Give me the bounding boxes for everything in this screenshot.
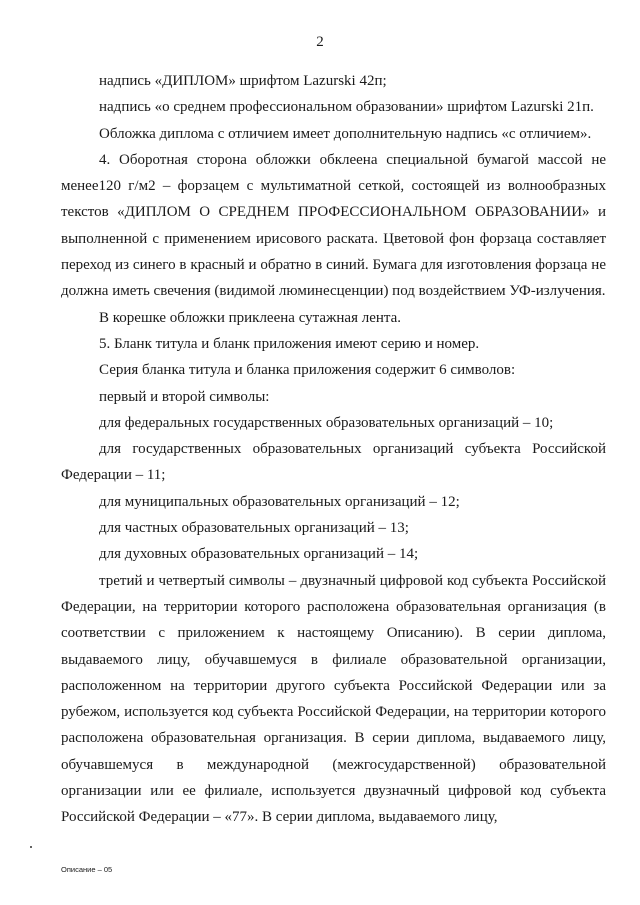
paragraph: для муниципальных образовательных организаций – 12; xyxy=(99,493,460,510)
paragraph: 4. Оборотная сторона обложки обклеена специальной бумагой массой не менее120 г/м2 – форзацем с мультиматной сеткой, состоящей из волнообразных текстов «ДИПЛОМ О СРЕДНЕМ ПРОФЕССИОНАЛЬНОМ ОБРАЗОВАНИИ» и выполненной с применением ирисового раската. Цветовой фон форзаца составляет переход из синего в красный и обратно в синий. Бумага для изготовления форзаца не должна иметь свечения (видимой люминесценции) под воздействием УФ-излучения. xyxy=(61,151,606,300)
paragraph: третий и четвертый символы – двузначный цифровой код субъекта Российской Федерации, на территории которого расположена образовательная организация (в соответствии с приложением к настоящему Описанию). В серии диплома, выдаваемого лицу, обучавшемуся в филиале образовательной организации, расположенном на территории другого субъекта Российской Федерации или за рубежом, используется код субъекта Российской Федерации, на территории которого расположена образовательная организация. В серии диплома, выдаваемого лицу, обучавшемуся в международной (межгосударственной) образовательной организации или ее филиале, используется двузначный цифровой код субъекта Российской Федерации – «77». В серии диплома, выдаваемого лицу, xyxy=(61,572,606,826)
paragraph: 5. Бланк титула и бланк приложения имеют серию и номер. xyxy=(99,335,480,352)
paragraph: надпись «ДИПЛОМ» шрифтом Lazurski 42п; xyxy=(99,73,387,89)
paragraph: первый и второй символы: xyxy=(99,388,270,405)
page-number: 2 xyxy=(316,34,324,50)
paragraph: для федеральных государственных образовательных организаций – 10; xyxy=(99,414,554,431)
paragraph: надпись «о среднем профессиональном образовании» шрифтом Lazurski 21п. xyxy=(99,99,594,116)
paragraph: для государственных образовательных организаций субъекта Российской Федерации – 11; xyxy=(61,441,606,484)
paragraph: Серия бланка титула и бланка приложения содержит 6 символов: xyxy=(99,362,516,379)
footer-label: Описание – 05 xyxy=(61,865,113,874)
document-body xyxy=(61,68,606,831)
paragraph: для частных образовательных организаций – 13; xyxy=(99,520,409,537)
scan-speck xyxy=(30,846,32,848)
paragraph: В корешке обложки приклеена сутажная лента. xyxy=(99,309,402,326)
paragraph: для духовных образовательных организаций – 14; xyxy=(99,546,419,563)
paragraph: Обложка диплома с отличием имеет дополнительную надпись «с отличием». xyxy=(99,125,592,142)
